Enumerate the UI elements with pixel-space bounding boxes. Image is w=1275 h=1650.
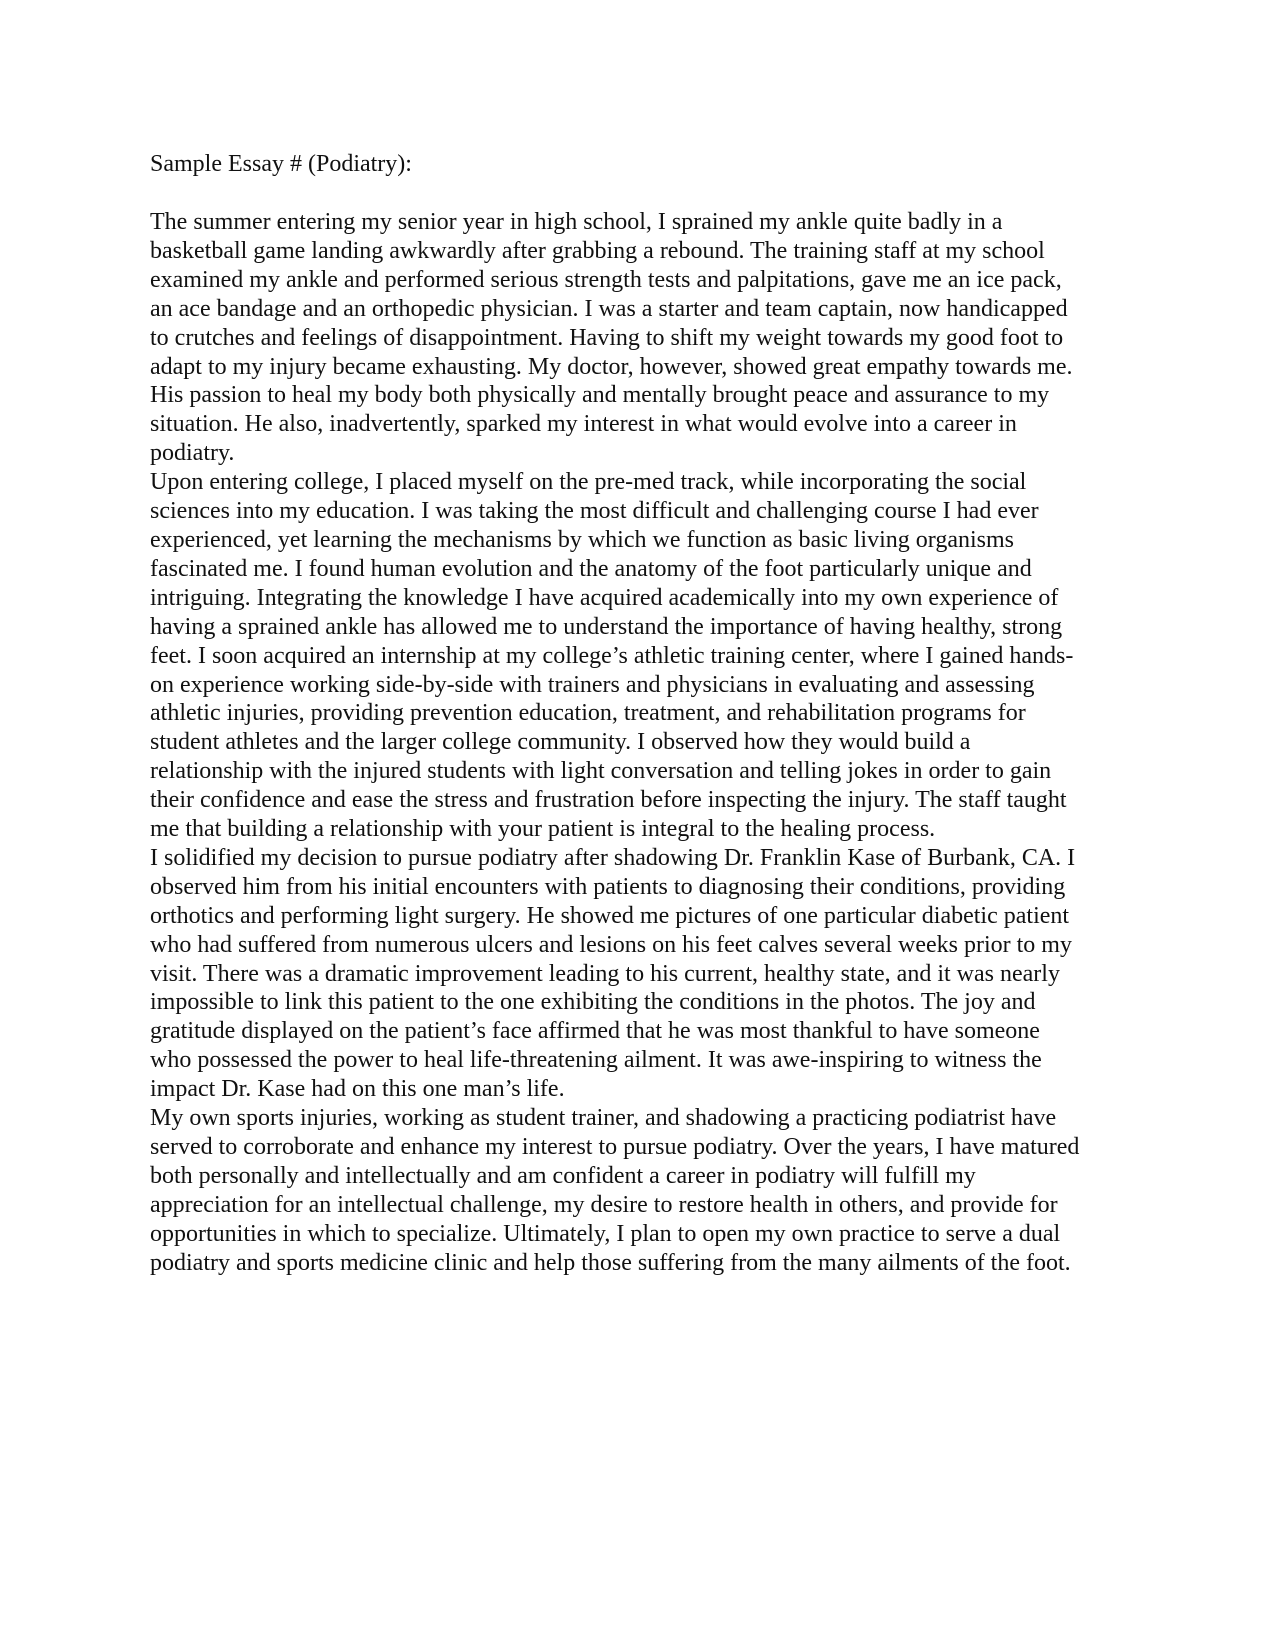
essay-title: Sample Essay # (Podiatry): [150, 151, 412, 177]
essay-paragraph-1: The summer entering my senior year in high school, I sprained my ankle quite badly in a basketball game landing awkwardly after grabbing a rebound. The training staff at my school examined my ankle and performed serious strength tests and palpitations, gave me an ice pack, an ace bandage and an orthopedic physician. I was a starter and team captain, now handicapped to crutches and feelings of disappointment. Having to shift my weight towards my good foot to adapt to my injury became exhausting. My doctor, however, showed great empathy towards me. His passion to heal my body both physically and mentally brought peace and assurance to my situation. He also, inadvertently, sparked my interest in what would evolve into a career in podiatry. [150, 209, 1073, 467]
document-page [150, 150, 1130, 1278]
essay-paragraph-2: Upon entering college, I placed myself on the pre-med track, while incorporating the social sciences into my education. I was taking the most difficult and challenging course I had ever experienced, yet learning the mechanisms by which we function as basic living organisms fascinated me. I found human evolution and the anatomy of the foot particularly unique and intriguing. Integrating the knowledge I have acquired academically into my own experience of having a sprained ankle has allowed me to understand the importance of having healthy, strong feet. I soon acquired an internship at my college’s athletic training center, where I gained hands- on experience working side-by-side with trainers and physicians in evaluating and assessing athletic injuries, providing prevention education, treatment, and rehabilitation programs for student athletes and the larger college community. I observed how they would build a relationship with the injured students with light conversation and telling jokes in order to gain their confidence and ease the stress and frustration before inspecting the injury. The staff taught me that building a relationship with your patient is integral to the healing process. [150, 469, 1074, 843]
essay-paragraph-4: My own sports injuries, working as student trainer, and shadowing a practicing podiatrist have served to corroborate and enhance my interest to pursue podiatry. Over the years, I have matured both personally and intellectually and am confident a career in podiatry will fulfill my appreciation for an intellectual challenge, my desire to restore health in others, and provide for opportunities in which to specialize. Ultimately, I plan to open my own practice to serve a dual podiatry and sports medicine clinic and help those suffering from the many ailments of the foot. [150, 1105, 1080, 1276]
essay-paragraph-3: I solidified my decision to pursue podiatry after shadowing Dr. Franklin Kase of Burbank, CA. I observed him from his initial encounters with patients to diagnosing their conditions, providing orthotics and performing light surgery. He showed me pictures of one particular diabetic patient who had suffered from numerous ulcers and lesions on his feet calves several weeks prior to my visit. There was a dramatic improvement leading to his current, healthy state, and it was nearly impossible to link this patient to the one exhibiting the conditions in the photos. The joy and gratitude displayed on the patient’s face affirmed that he was most thankful to have someone who possessed the power to heal life-threatening ailment. It was awe-inspiring to witness the impact Dr. Kase had on this one man’s life. [150, 844, 1076, 1103]
